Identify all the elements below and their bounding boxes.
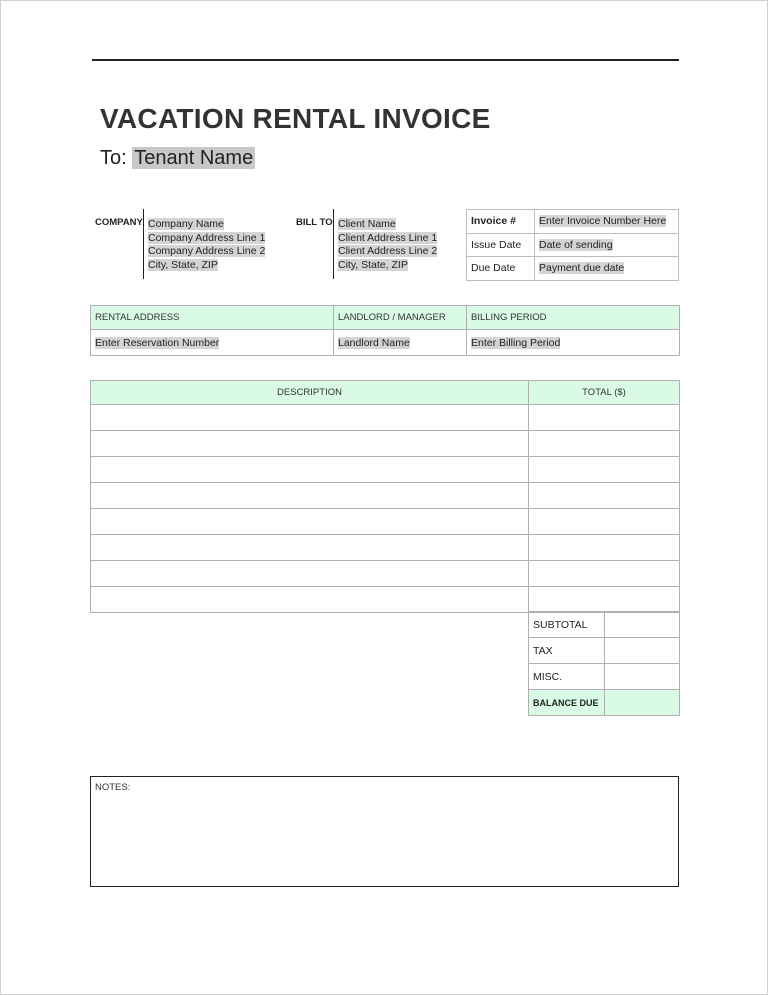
due-date-cell (535, 257, 679, 281)
rental-info-table (90, 305, 680, 356)
balance-due-label: BALANCE DUE (529, 690, 605, 716)
totals-table (528, 611, 680, 716)
description-cell[interactable] (91, 509, 529, 535)
billing-period-header: BILLING PERIOD (467, 306, 680, 330)
rental-address-cell (91, 330, 334, 356)
tenant-prefix: To: (100, 147, 127, 169)
total-cell[interactable] (529, 587, 680, 613)
misc-row (529, 664, 680, 690)
description-cell[interactable] (91, 561, 529, 587)
line-items-table (90, 380, 680, 613)
subtotal-row (529, 612, 680, 638)
tax-row (529, 638, 680, 664)
total-cell[interactable] (529, 509, 680, 535)
due-date-label: Due Date (467, 257, 535, 281)
invoice-meta-table (466, 209, 679, 281)
client-city-field[interactable]: City, State, ZIP (338, 258, 408, 271)
description-header: DESCRIPTION (91, 381, 529, 405)
company-address1-field[interactable]: Company Address Line 1 (148, 231, 266, 244)
landlord-cell (334, 330, 467, 356)
company-name-field[interactable]: Company Name (148, 218, 224, 230)
invoice-number-label: Invoice # (467, 210, 535, 234)
description-cell[interactable] (91, 405, 529, 431)
due-date-row (467, 257, 679, 281)
table-row (91, 587, 680, 613)
description-cell[interactable] (91, 431, 529, 457)
landlord-name-field[interactable]: Landlord Name (338, 336, 410, 349)
issue-date-row (467, 233, 679, 257)
landlord-header: LANDLORD / MANAGER (334, 306, 467, 330)
notes-label: NOTES: (95, 782, 131, 793)
top-rule (92, 59, 679, 61)
description-cell[interactable] (91, 535, 529, 561)
total-cell[interactable] (529, 561, 680, 587)
description-cell[interactable] (91, 457, 529, 483)
company-address2-field[interactable]: Company Address Line 2 (148, 245, 266, 257)
table-row (91, 561, 680, 587)
table-row (91, 509, 680, 535)
balance-due-value[interactable] (605, 690, 680, 716)
misc-value[interactable] (605, 664, 680, 690)
total-header: TOTAL ($) (529, 381, 680, 405)
invoice-title: VACATION RENTAL INVOICE (100, 103, 491, 134)
table-row (91, 431, 680, 457)
tax-value[interactable] (605, 638, 680, 664)
issue-date-field[interactable]: Date of sending (539, 238, 613, 251)
company-address-block (143, 209, 293, 279)
issue-date-cell (535, 233, 679, 257)
billing-period-cell (467, 330, 680, 356)
billing-period-field[interactable]: Enter Billing Period (471, 336, 561, 349)
client-address1-field[interactable]: Client Address Line 1 (338, 231, 438, 244)
description-cell[interactable] (91, 587, 529, 613)
invoice-number-cell (535, 210, 679, 234)
notes-box[interactable] (90, 776, 679, 887)
due-date-field[interactable]: Payment due date (539, 262, 625, 275)
invoice-number-field[interactable]: Enter Invoice Number Here (539, 215, 667, 228)
tenant-name-field[interactable]: Tenant Name (134, 147, 254, 169)
company-label: COMPANY (95, 217, 143, 228)
total-cell[interactable] (529, 431, 680, 457)
issue-date-label: Issue Date (467, 233, 535, 257)
subtotal-value[interactable] (605, 612, 680, 638)
bill-to-address-block (333, 209, 461, 279)
subtotal-label: SUBTOTAL (529, 612, 605, 638)
table-row (91, 405, 680, 431)
invoice-number-row (467, 210, 679, 234)
client-name-field[interactable]: Client Name (338, 218, 396, 230)
company-city-field[interactable]: City, State, ZIP (148, 258, 218, 271)
tenant-line (100, 147, 255, 170)
client-address2-field[interactable]: Client Address Line 2 (338, 245, 438, 257)
total-cell[interactable] (529, 457, 680, 483)
misc-label: MISC. (529, 664, 605, 690)
total-cell[interactable] (529, 483, 680, 509)
bill-to-label: BILL TO (296, 217, 333, 228)
balance-due-row (529, 690, 680, 716)
tax-label: TAX (529, 638, 605, 664)
total-cell[interactable] (529, 535, 680, 561)
table-row (91, 483, 680, 509)
table-row (91, 457, 680, 483)
table-row (91, 535, 680, 561)
total-cell[interactable] (529, 405, 680, 431)
description-cell[interactable] (91, 483, 529, 509)
reservation-number-field[interactable]: Enter Reservation Number (95, 336, 220, 349)
rental-address-header: RENTAL ADDRESS (91, 306, 334, 330)
